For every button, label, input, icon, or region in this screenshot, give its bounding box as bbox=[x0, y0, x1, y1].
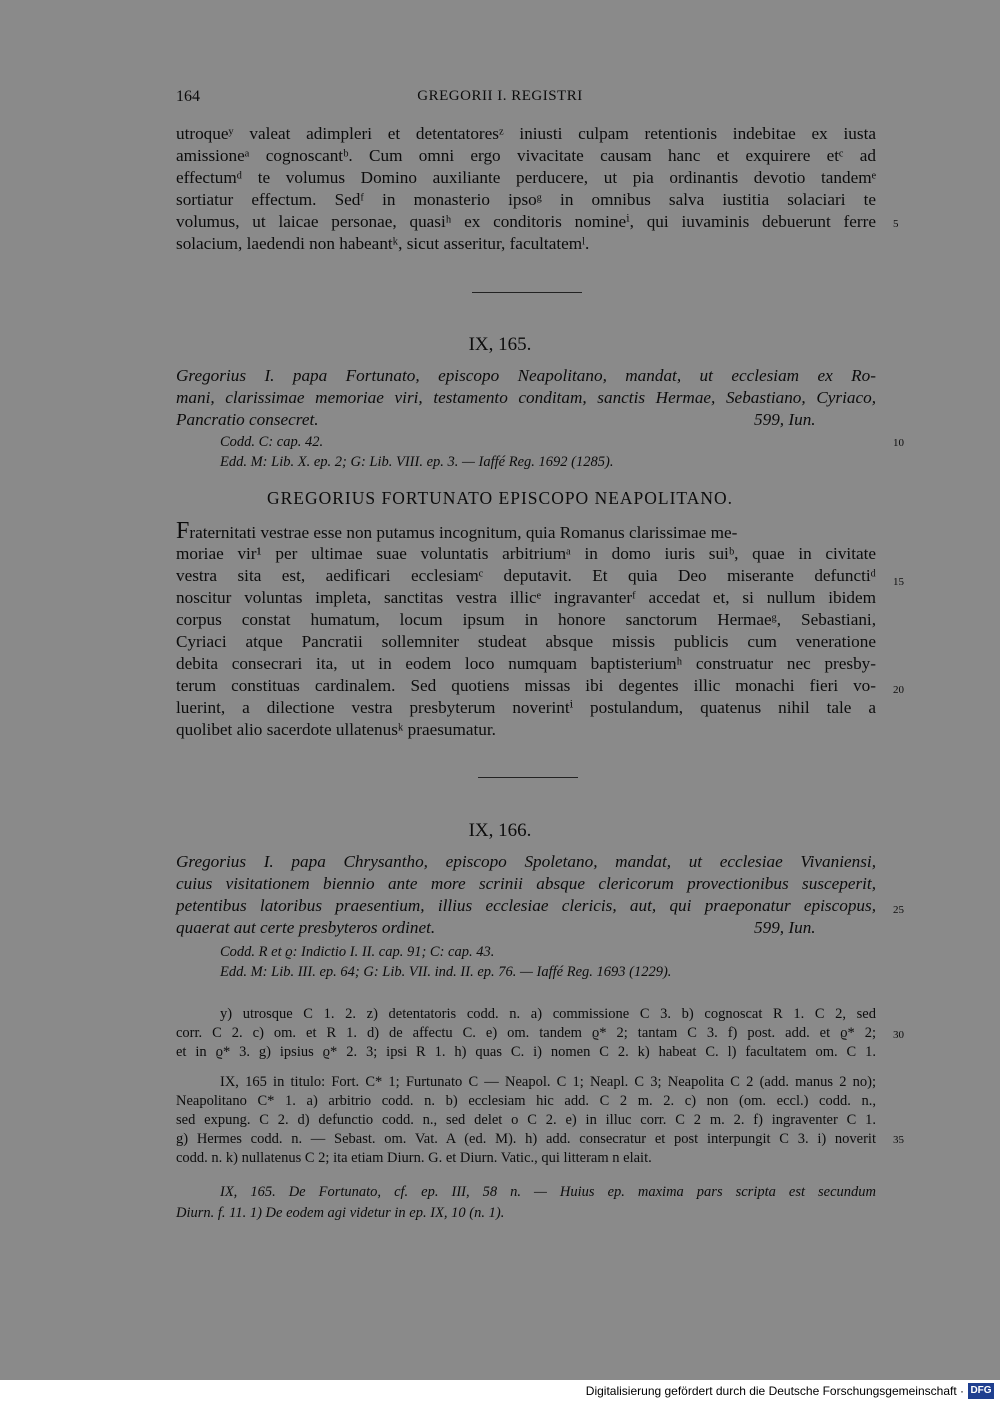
body-line: utroqueʸ valeat adimpleri et detentatoresᶻ iniusti culpam retentionis indebitae ex iusta bbox=[176, 124, 876, 143]
body-line: sortiatur effectum. Sedᶠ in monasterio ipsoᵍ in omnibus salva iustitia solaciari te bbox=[176, 190, 876, 209]
body-line: terum constituas cardinalem. Sed quotiens missas ibi degentes illic monachi fieri vo- bbox=[176, 676, 876, 695]
body-line: luerint, a dilectione vestra presbyterum noverintⁱ postulandum, quatenus nihil tale a bbox=[176, 698, 876, 717]
body-line: noscitur voluntas impleta, sanctitas vestra illicᵉ ingravanterᶠ accedat et, si nullum ibidem bbox=[176, 588, 876, 607]
apparatus-line: IX, 165 in titulo: Fort. C* 1; Furtunato C — Neapol. C 1; Neapl. C 3; Neapolita C 2 (add. manus 2 no); bbox=[220, 1074, 876, 1090]
funding-notice: Digitalisierung gefördert durch die Deutsche Forschungsgemeinschaft · bbox=[585, 1384, 964, 1398]
body-line: amissioneᵃ cognoscantᵇ. Cum omni ergo vivacitate causam hanc et exquirere etᶜ ad bbox=[176, 146, 876, 165]
codices-line: Codd. C: cap. 42. bbox=[220, 434, 324, 450]
line-number: 20 bbox=[893, 684, 904, 696]
dfg-logo: DFG bbox=[968, 1383, 994, 1399]
summary-line: mani, clarissimae memoriae viri, testamento conditam, sanctis Hermae, Sebastiano, Cyriaco, bbox=[176, 388, 876, 407]
body-line: vestra sita est, aedificari ecclesiamᶜ deputavit. Et quia Deo miserante defunctiᵈ bbox=[176, 566, 876, 585]
letter-date: 599, Iun. bbox=[754, 410, 816, 429]
apparatus-line: corr. C 2. c) om. et R 1. d) de affectu C. e) om. tandem ϱ* 2; tantam C 3. f) post. add. et ϱ* 2; bbox=[176, 1025, 876, 1041]
body-line-first bbox=[176, 518, 876, 545]
note-line: IX, 165. De Fortunato, cf. ep. III, 58 n. — Huius ep. maxima pars scripta est secundum bbox=[220, 1184, 876, 1200]
apparatus-line: sed expung. C 2. d) defunctio codd. n., sed delet o C 2. e) in illuc corr. C 2 m. 2. f) ingraventer C 1. bbox=[176, 1112, 876, 1128]
body-line: raternitati vestrae esse non putamus incognitum, quia Romanus clarissimae me- bbox=[189, 523, 738, 542]
section-divider bbox=[478, 777, 578, 778]
summary-line: petentibus latoribus praesentium, illius ecclesiae clericis, aut, qui praeponatur episcopus, bbox=[176, 896, 876, 915]
line-number: 5 bbox=[893, 218, 899, 230]
summary-line: Pancratio consecret. bbox=[176, 410, 319, 429]
line-number: 25 bbox=[893, 904, 904, 916]
body-line: corpus constat humatum, locum ipsum in honore sanctorum Hermaeᵍ, Sebastiani, bbox=[176, 610, 876, 629]
letter-address: GREGORIUS FORTUNATO EPISCOPO NEAPOLITANO. bbox=[266, 488, 734, 508]
running-title: GREGORII I. REGISTRI bbox=[417, 88, 583, 104]
editions-line: Edd. M: Lib. III. ep. 64; G: Lib. VII. ind. II. ep. 76. — Iaffé Reg. 1693 (1229). bbox=[220, 964, 672, 980]
apparatus-line: g) Hermes codd. n. — Sebast. om. Vat. A (ed. M). h) add. consecratur et post interpungit C 3. i) noverit bbox=[176, 1131, 876, 1147]
letter-number: IX, 165. bbox=[468, 334, 532, 355]
drop-capital: F bbox=[176, 518, 190, 544]
body-line: debita consecrari ita, ut in eodem loco numquam baptisteriumʰ construatur nec presby- bbox=[176, 654, 876, 673]
page-number: 164 bbox=[176, 88, 200, 105]
apparatus-line: y) utrosque C 1. 2. z) detentatoris codd. n. a) commissione C 3. b) cognoscat R 1. C 2, sed bbox=[220, 1006, 876, 1022]
section-divider bbox=[472, 292, 582, 293]
apparatus-line: Neapolitano C* 1. a) arbitrio codd. n. b) ecclesiam hic add. C 2 m. 2. c) non (om. eccl.) codd. n., bbox=[176, 1093, 876, 1109]
line-number: 10 bbox=[893, 437, 904, 449]
letter-date: 599, Iun. bbox=[754, 918, 816, 937]
summary-line: Gregorius I. papa Fortunato, episcopo Neapolitano, mandat, ut ecclesiam ex Ro- bbox=[176, 366, 876, 385]
footer-bar bbox=[0, 1380, 1000, 1405]
line-number: 35 bbox=[893, 1134, 904, 1146]
line-number: 30 bbox=[893, 1029, 904, 1041]
apparatus-line: et in ϱ* 3. g) ipsius ϱ* 2. 3; ipsi R 1. h) quas C. i) nomen C 2. k) habeat C. l) facultatem om. C 1. bbox=[176, 1044, 876, 1060]
letter-number: IX, 166. bbox=[468, 820, 532, 841]
body-line: quolibet alio sacerdote ullatenusᵏ praesumatur. bbox=[176, 720, 496, 739]
line-number: 15 bbox=[893, 576, 904, 588]
note-line: Diurn. f. 11. 1) De eodem agi videtur in ep. IX, 10 (n. 1). bbox=[176, 1205, 505, 1221]
summary-line: Gregorius I. papa Chrysantho, episcopo Spoletano, mandat, ut ecclesiae Vivaniensi, bbox=[176, 852, 876, 871]
body-line: moriae vir¹ per ultimae suae voluntatis arbitriumᵃ in domo iuris suiᵇ, quae in civitate bbox=[176, 544, 876, 563]
apparatus-line: codd. n. k) nullatenus C 2; ita etiam Diurn. G. et Diurn. Vatic., qui litteram n elait. bbox=[176, 1150, 652, 1166]
summary-line: quaerat aut certe presbyteros ordinet. bbox=[176, 918, 436, 937]
summary-line: cuius visitationem biennio ante more scrinii absque clericorum provectionibus susceperit, bbox=[176, 874, 876, 893]
editions-line: Edd. M: Lib. X. ep. 2; G: Lib. VIII. ep. 3. — Iaffé Reg. 1692 (1285). bbox=[220, 454, 614, 470]
codices-line: Codd. R et ϱ: Indictio I. II. cap. 91; C: cap. 43. bbox=[220, 944, 495, 960]
body-line: solacium, laedendi non habeantᵏ, sicut asseritur, facultatemˡ. bbox=[176, 234, 590, 253]
body-line: effectumᵈ te volumus Domino auxiliante perducere, ut pia ordinantis devotio tandemᵉ bbox=[176, 168, 876, 187]
body-line: Cyriaci atque Pancratii sollemniter studeat absque missis publicis cum veneratione bbox=[176, 632, 876, 651]
body-line: volumus, ut laicae personae, quasiʰ ex conditoris nomineⁱ, qui iuvaminis debuerunt ferre bbox=[176, 212, 876, 231]
